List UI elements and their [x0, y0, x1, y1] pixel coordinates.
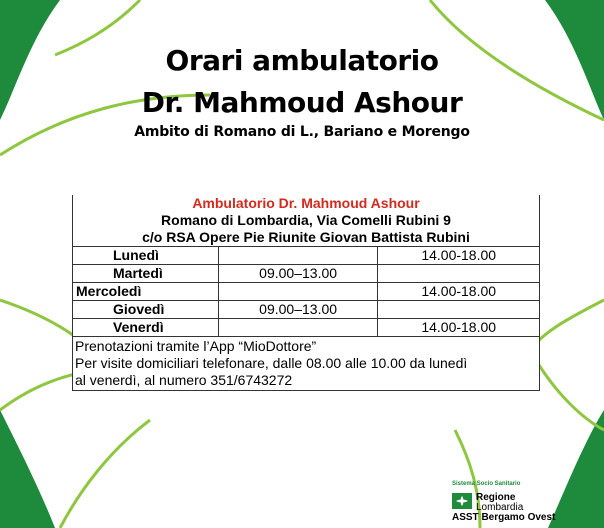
booking-note: Prenotazioni tramite l’App “MioDottore” — [75, 338, 317, 354]
clinic-address: Romano di Lombardia, Via Comelli Rubini 9 — [73, 212, 540, 229]
logo-system-label: Sistema Socio Sanitario — [452, 481, 521, 487]
table-row — [73, 283, 540, 301]
table-row — [73, 319, 540, 337]
morning-cell — [218, 319, 378, 337]
home-visit-note-continued: al venerdì, al numero 351/6743272 — [75, 372, 293, 388]
morning-cell: 09.00–13.00 — [218, 265, 378, 283]
clinic-location: c/o RSA Opere Pie Riunite Giovan Battista Rubini — [73, 229, 540, 247]
day-cell: Venerdì — [73, 319, 219, 337]
afternoon-cell: 14.00-18.00 — [378, 283, 540, 301]
doctor-name-title: Dr. Mahmoud Ashour — [141, 86, 463, 119]
logo-region-line2: Lombardia — [476, 502, 524, 513]
regione-lombardia-rose-icon — [452, 493, 472, 509]
afternoon-cell — [378, 265, 540, 283]
day-cell: Mercoledì — [73, 283, 219, 301]
day-cell: Martedì — [73, 265, 219, 283]
morning-cell — [218, 247, 378, 265]
page-subtitle: Ambito di Romano di L., Bariano e Morengo — [134, 124, 470, 140]
day-cell: Giovedì — [73, 301, 219, 319]
table-row — [73, 265, 540, 283]
table-row — [73, 247, 540, 265]
afternoon-cell — [378, 301, 540, 319]
logo-asst-label: ASST Bergamo Ovest — [452, 512, 556, 523]
schedule-table — [72, 195, 540, 391]
regione-lombardia-logo — [450, 481, 600, 525]
morning-cell: 09.00–13.00 — [218, 301, 378, 319]
morning-cell — [218, 283, 378, 301]
home-visit-note: Per visite domiciliari telefonare, dalle 08.00 alle 10.00 da lunedì — [75, 355, 468, 371]
notes-cell — [73, 337, 540, 391]
clinic-name: Ambulatorio Dr. Mahmoud Ashour — [73, 195, 540, 212]
logo-region-line1: Regione — [476, 492, 516, 503]
afternoon-cell: 14.00-18.00 — [378, 319, 540, 337]
table-row — [73, 301, 540, 319]
afternoon-cell: 14.00-18.00 — [378, 247, 540, 265]
day-cell: Lunedì — [73, 247, 219, 265]
page-title: Orari ambulatorio — [165, 44, 439, 77]
